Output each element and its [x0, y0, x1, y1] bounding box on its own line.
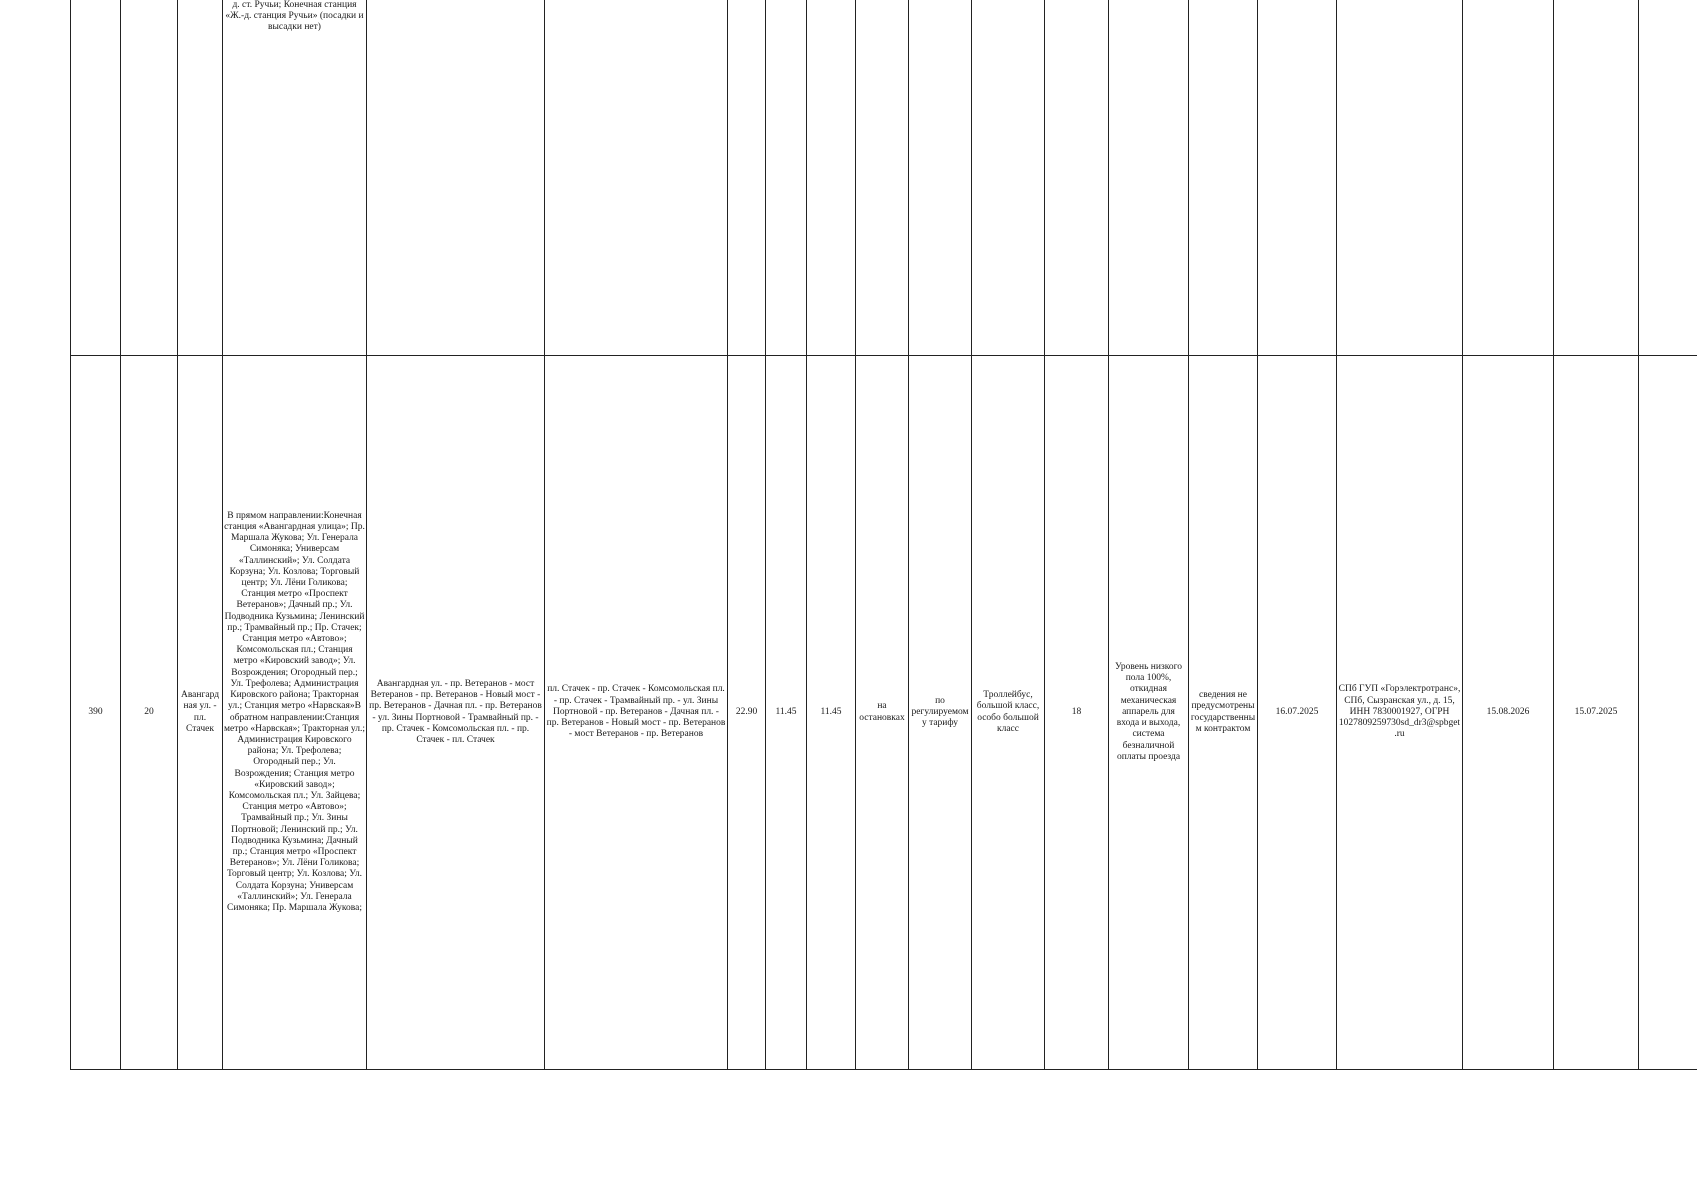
- start-date: 16.07.2025: [1258, 356, 1337, 1070]
- cell-empty: [856, 0, 909, 356]
- cell-empty: [972, 0, 1045, 356]
- cell-empty: [1337, 0, 1463, 356]
- reg-number: 390: [71, 356, 121, 1070]
- table-row: [71, 0, 1697, 356]
- length-forward: 22.90: [728, 356, 766, 1070]
- carrier-info: СПб ГУП «Горэлектротранс», СПб, Сызранская ул., д. 15, ИНН 7830001927, ОГРН 1027809259730sd_dr3@spbget.ru: [1337, 356, 1463, 1070]
- cell-empty: [367, 0, 545, 356]
- cell-empty: [1258, 0, 1337, 356]
- fare-type: по регулируемому тарифу: [909, 356, 972, 1070]
- vehicle-count: 18: [1045, 356, 1109, 1070]
- streets-backward: пл. Стачек - пр. Стачек - Комсомольская пл. - пр. Стачек - Трамвайный пр. - ул. Зины Портновой - пр. Ветеранов - Дачная пл. - пр. Ветеранов - Новый мост - пр. Ветеранов - мост Ветеранов - пр. Ветеранов: [545, 356, 728, 1070]
- end-date: 15.08.2026: [1463, 356, 1554, 1070]
- cell-empty: [545, 0, 728, 356]
- boarding-order: на остановках: [856, 356, 909, 1070]
- cell-empty: [728, 0, 766, 356]
- cell-empty: [1554, 0, 1639, 356]
- route-number: 20: [121, 356, 178, 1070]
- vehicle-class: Троллейбус, большой класс, особо большой класс: [972, 356, 1045, 1070]
- cell-empty: [1189, 0, 1258, 356]
- length-backward: 11.45: [766, 356, 807, 1070]
- cell-empty: [71, 0, 121, 356]
- stops-continuation: д. ст. Ручьи; Конечная станция «Ж.-д. станция Ручьи» (посадки и высадки нет): [223, 0, 367, 356]
- cell-empty: [1463, 0, 1554, 356]
- vehicle-features: Уровень низкого пола 100%, откидная механическая аппарель для входа и выхода, система безналичной оплаты проезда: [1109, 356, 1189, 1070]
- streets-forward: Авангардная ул. - пр. Ветеранов - мост Ветеранов - пр. Ветеранов - Новый мост - пр. Ветеранов - Дачная пл. - пр. Ветеранов - ул. Зины Портновой - Трамвайный пр. - пр. Стачек - Комсомольская пл. - пр. Стачек - пл. Стачек: [367, 356, 545, 1070]
- route-stops: В прямом направлении:Конечная станция «Авангардная улица»; Пр. Маршала Жукова; Ул. Генерала Симоняка; Универсам «Таллинский»; Ул. Солдата Корзуна; Ул. Козлова; Торговый центр; Ул. Лёни Голикова; Станция метро «Проспект Ветеранов»; Дачный пр.; Ул. Подводника Кузьмина; Ленинский пр.; Трамвайный пр.; Пр. Стачек; Станция метро «Автово»; Комсомольская пл.; Станция метро «Кировский завод»; Ул. Возрождения; Огородный пер.; Ул. Трефолева; Администрация Кировского района; Тракторная ул.; Станция метро «Нарвская»В обратном направлении:Станция метро «Нарвская»; Тракторная ул.; Администрация Кировского района; Ул. Трефолева; Огородный пер.; Ул. Возрождения; Станция метро «Кировский завод»; Комсомольская пл.; Ул. Зайцева; Станция метро «Автово»; Трамвайный пр.; Ул. Зины Портновой; Ленинский пр.; Ул. Подводника Кузьмина; Дачный пр.; Станция метро «Проспект Ветеранов»; Ул. Лёни Голикова; Торговый центр; Ул. Козлова; Ул. Солдата Корзуна; Универсам «Таллинский»; Ул. Генерала Симоняка; Пр. Маршала Жукова;: [223, 356, 367, 1070]
- change-date: 15.07.2025: [1554, 356, 1639, 1070]
- cell-empty: [807, 0, 856, 356]
- contract-info: сведения не предусмотрены государственным контрактом: [1189, 356, 1258, 1070]
- cell-empty: [766, 0, 807, 356]
- cell-empty: [909, 0, 972, 356]
- cell-empty: [1045, 0, 1109, 356]
- cell-empty: [121, 0, 178, 356]
- cell-empty: [178, 0, 223, 356]
- length-total: 11.45: [807, 356, 856, 1070]
- cell-empty: [1639, 0, 1697, 356]
- extra-info: [1639, 356, 1697, 1070]
- route-name: Авангардная ул. - пл. Стачек: [178, 356, 223, 1070]
- registry-sheet: [70, 0, 1697, 1070]
- cell-empty: [1109, 0, 1189, 356]
- table-row: [71, 356, 1697, 1070]
- route-registry-table: [70, 0, 1697, 1070]
